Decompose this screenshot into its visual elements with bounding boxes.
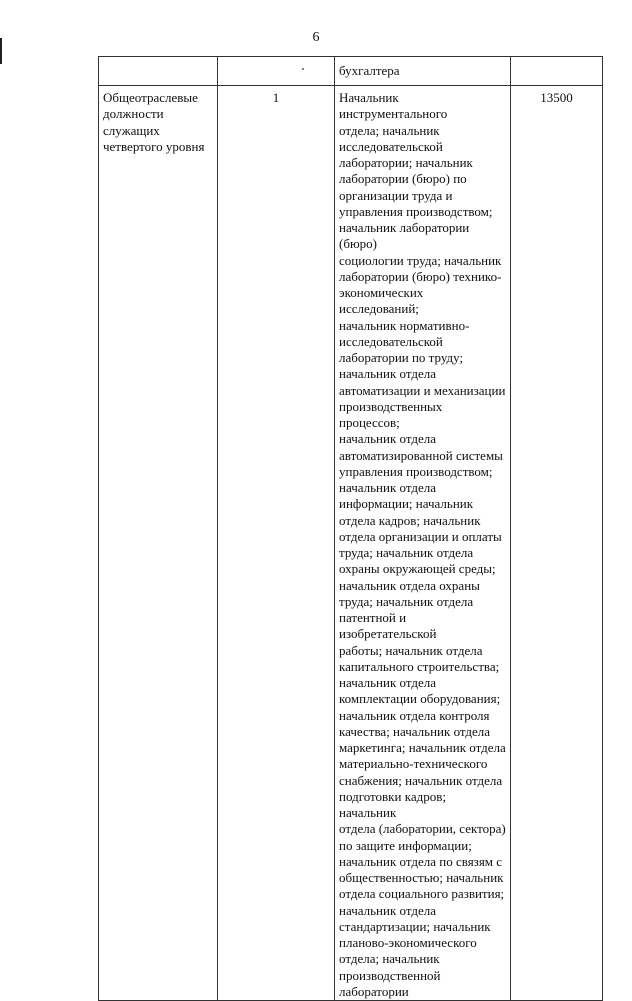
level-cell: 1 bbox=[218, 86, 335, 1001]
group-cell: Общеотраслевые должности служащих четвертого уровня bbox=[99, 86, 218, 1001]
salary-cell bbox=[511, 57, 603, 86]
salary-cell: 13500 bbox=[511, 86, 603, 1001]
positions-cell: бухгалтера bbox=[335, 57, 511, 86]
level-cell bbox=[218, 57, 335, 86]
salary-table bbox=[98, 56, 603, 1001]
positions-cell: Начальник инструментального отдела; начальник исследовательской лаборатории; начальник лаборатории (бюро) по организации труда и управления производством; начальник лаборатории (бюро) социологии труда; начальник лаборатории (бюро) технико- экономических исследований; начальник нормативно- исследовательской лаборатории по труду; начальник отдела автоматизации и механизации производственных процессов; начальник отдела автоматизированной системы управления производством; начальник отдела информации; начальник отдела кадров; начальник отдела организации и оплаты труда; начальник отдела охраны окружающей среды; начальник отдела охраны труда; начальник отдела патентной и изобретательской работы; начальник отдела капитального строительства; начальник отдела комплектации оборудования; начальник отдела контроля качества; начальник отдела маркетинга; начальник отдела материально-технического снабжения; начальник отдела подготовки кадров; начальник отдела (лаборатории, сектора) по защите информации; начальник отдела по связям с общественностью; начальник отдела социального развития; начальник отдела стандартизации; начальник планово-экономического отдела; начальник производственной лаборатории bbox=[335, 86, 511, 1001]
table-row-continuation bbox=[99, 57, 603, 86]
page-number: 6 bbox=[312, 30, 320, 45]
table-row bbox=[99, 86, 603, 1001]
group-cell bbox=[99, 57, 218, 86]
